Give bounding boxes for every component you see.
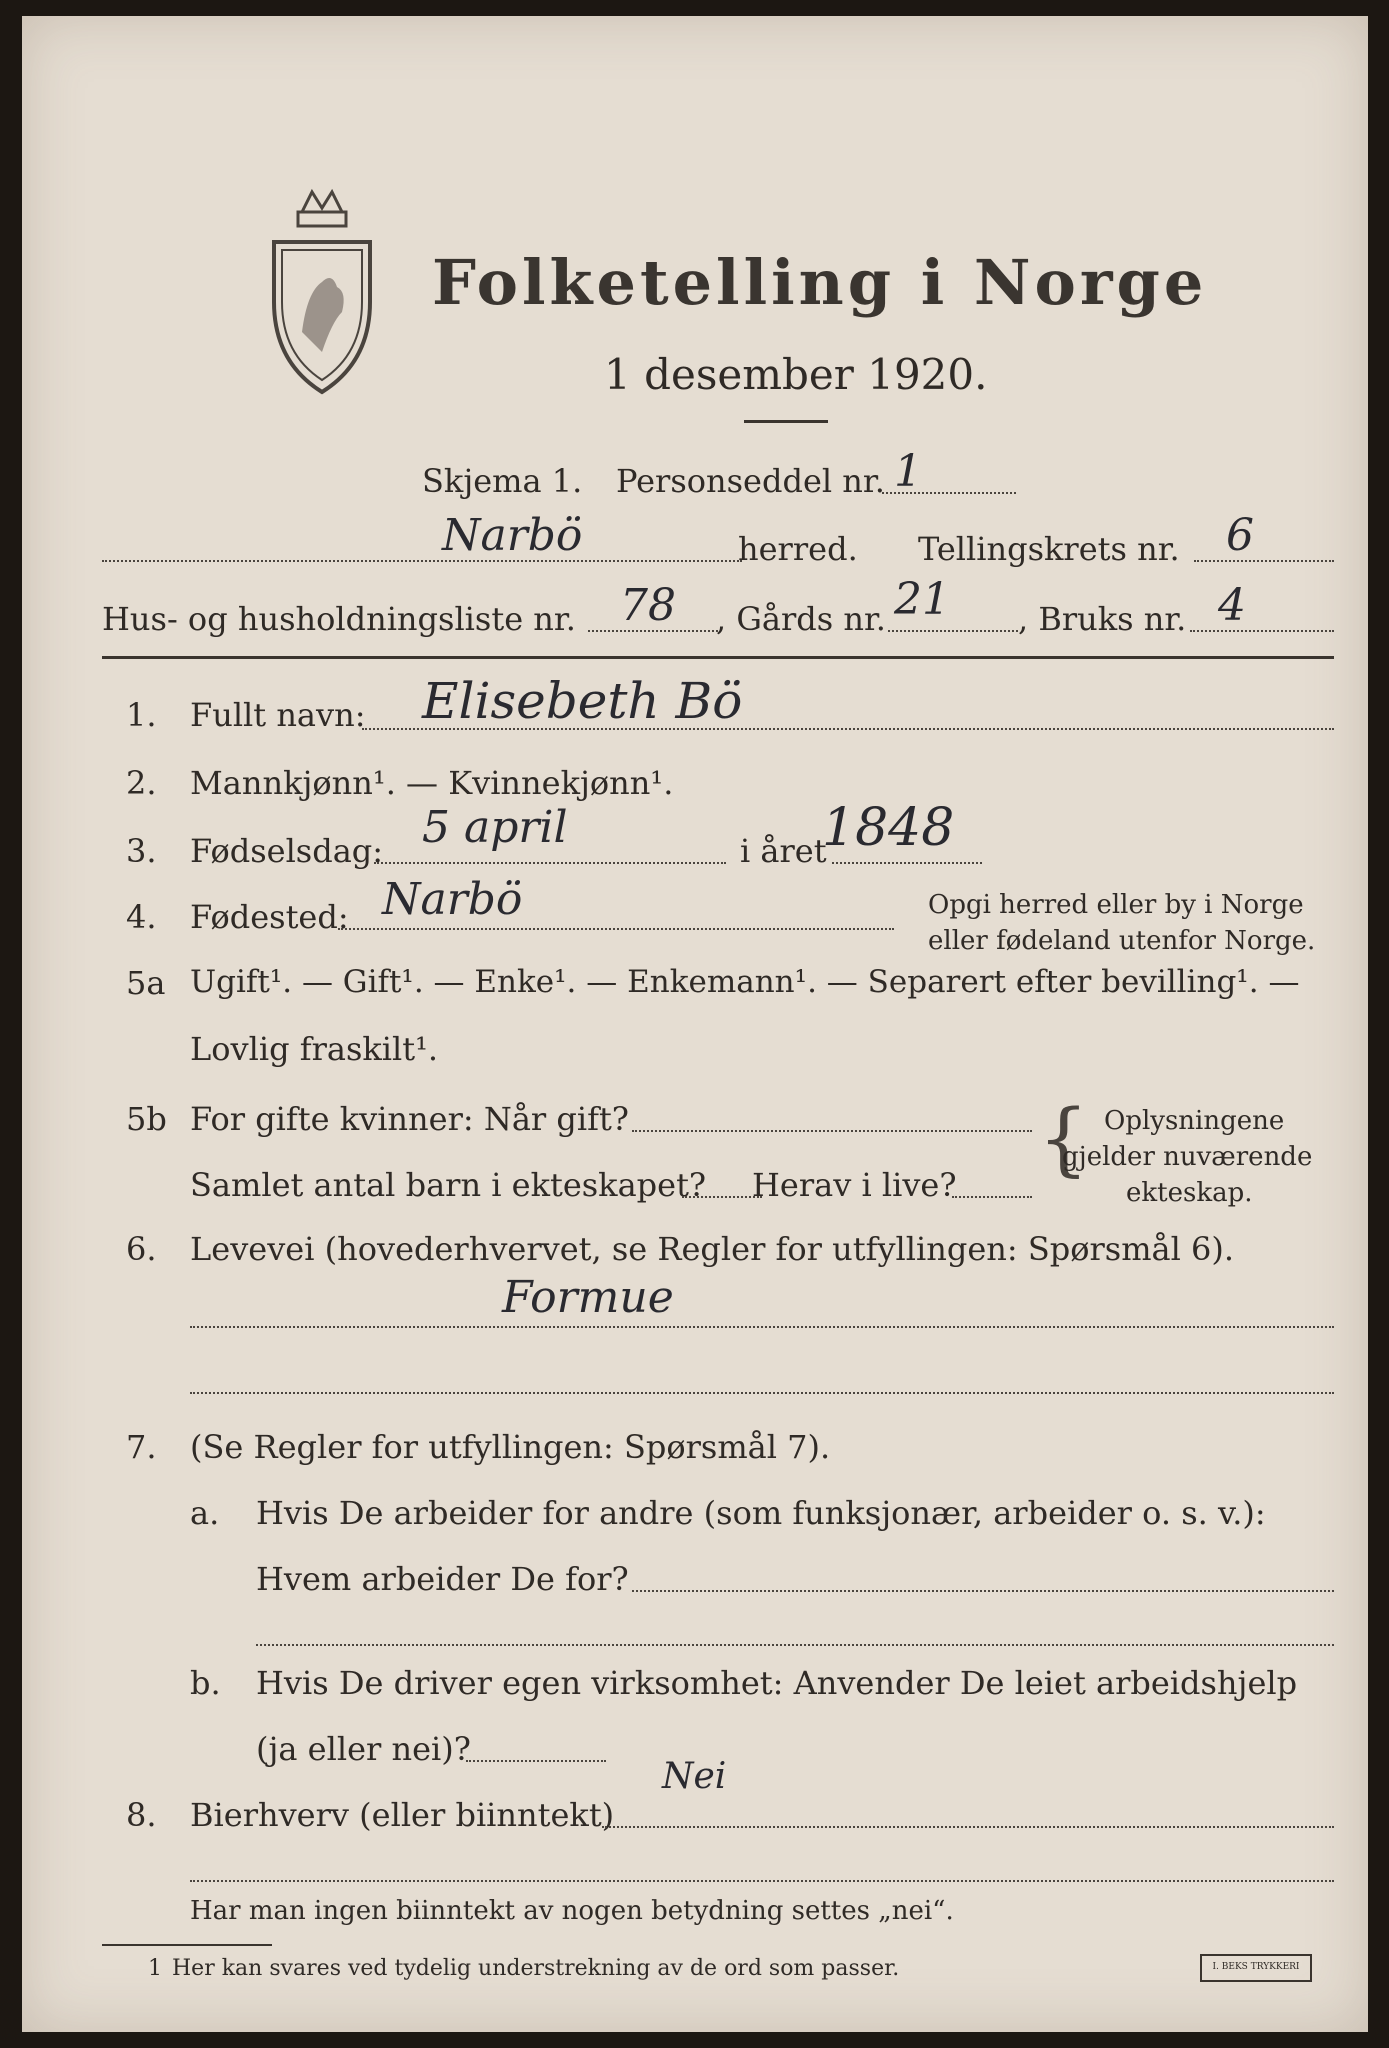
q5b-note-line2: gjelder nuværende	[1062, 1142, 1313, 1172]
q4-label: Fødested:	[190, 898, 349, 936]
q7a-label: Hvis De arbeider for andre (som funksjonær, arbeider o. s. v.):	[256, 1494, 1266, 1532]
q8-line1	[602, 1826, 1334, 1828]
gards-value: 21	[894, 574, 950, 625]
q3-label: Fødselsdag:	[190, 832, 384, 870]
hus-label: Hus- og husholdningsliste nr.	[102, 600, 576, 638]
q6-label: Levevei (hovederhvervet, se Regler for utfyllingen: Spørsmål 6).	[190, 1230, 1235, 1268]
form-date: 1 desember 1920.	[604, 350, 988, 399]
q5a-number: 5a	[126, 964, 166, 1002]
skjema-label: Skjema 1.	[422, 462, 583, 500]
q6-line1	[190, 1326, 1334, 1328]
q1-label: Fullt navn:	[190, 696, 366, 734]
q2-number: 2.	[126, 764, 157, 802]
gards-line	[888, 630, 1018, 632]
q7-label: (Se Regler for utfyllingen: Spørsmål 7).	[190, 1428, 831, 1466]
printer-text: I. BEKS TRYKKERI	[1212, 1962, 1300, 1972]
q5b-note-line3: ekteskap.	[1126, 1178, 1253, 1208]
q5b-line1	[632, 1130, 1032, 1132]
q5b-line2	[682, 1196, 762, 1198]
q3-number: 3.	[126, 832, 157, 870]
q5a-label2: Lovlig fraskilt¹.	[190, 1030, 439, 1068]
q1-value: Elisebeth Bö	[422, 672, 743, 730]
q7b-letter: b.	[190, 1664, 221, 1702]
herred-label: herred.	[738, 530, 858, 568]
title-divider	[744, 420, 828, 423]
hus-value: 78	[620, 580, 676, 631]
q1-number: 1.	[126, 696, 157, 734]
form-title: Folketelling i Norge	[432, 246, 1208, 319]
q5b-label2: Samlet antal barn i ekteskapet?	[190, 1166, 707, 1204]
q4-note-line2: eller fødeland utenfor Norge.	[928, 926, 1316, 956]
coat-of-arms-icon	[262, 182, 382, 402]
q3-year-label: i året	[740, 832, 827, 870]
q7a-letter: a.	[190, 1494, 220, 1532]
q7a-label2: Hvem arbeider De for?	[256, 1560, 629, 1598]
personseddel-label: Personseddel nr.	[616, 462, 885, 500]
tellingskrets-value: 6	[1226, 510, 1254, 561]
biinntekt-note: Har man ingen biinntekt av nogen betydning settes „nei“.	[190, 1896, 954, 1926]
q8-value: Nei	[662, 1756, 727, 1797]
personseddel-value: 1	[894, 446, 922, 497]
q8-line2	[190, 1880, 1334, 1882]
q3-year-value: 1848	[822, 798, 955, 858]
footnote-mark: 1	[148, 1956, 162, 1981]
footnote-rule	[102, 1944, 272, 1946]
q7-number: 7.	[126, 1428, 157, 1466]
bruks-value: 4	[1218, 580, 1246, 631]
q7b-line	[466, 1760, 606, 1762]
q5b-note-line1: Oplysningene	[1104, 1106, 1285, 1136]
q3-line	[374, 862, 726, 864]
q4-value: Narbö	[382, 874, 523, 925]
q5b-label3: Herav i live?	[752, 1166, 957, 1204]
q5a-label: Ugift¹. — Gift¹. — Enke¹. — Enkemann¹. — Separert efter bevilling¹. —	[190, 964, 1300, 1000]
q6-number: 6.	[126, 1230, 157, 1268]
tellingskrets-line	[1194, 560, 1334, 562]
q7b-label: Hvis De driver egen virksomhet: Anvender De leiet arbeidshjelp	[256, 1664, 1298, 1702]
census-form	[22, 16, 1368, 2032]
q7b-label2: (ja eller nei)?	[256, 1730, 471, 1768]
q5b-line3	[952, 1196, 1032, 1198]
q5b-number: 5b	[126, 1100, 167, 1138]
q3-year-line	[832, 862, 982, 864]
q7a-line2	[256, 1644, 1334, 1646]
q8-number: 8.	[126, 1796, 157, 1834]
header-divider	[102, 656, 1334, 659]
q4-line	[338, 928, 894, 930]
printer-stamp	[1200, 1954, 1312, 1982]
q7a-line1	[632, 1590, 1334, 1592]
q4-note-line1: Opgi herred eller by i Norge	[928, 890, 1304, 920]
q6-value: Formue	[502, 1272, 674, 1323]
tellingskrets-label: Tellingskrets nr.	[918, 530, 1180, 568]
gards-label: , Gårds nr.	[716, 600, 886, 638]
bruks-label: , Bruks nr.	[1018, 600, 1187, 638]
herred-value: Narbö	[442, 510, 583, 561]
q8-label: Bierhverv (eller biinntekt)	[190, 1796, 615, 1834]
q6-line2	[190, 1392, 1334, 1394]
footnote-text: Her kan svares ved tydelig understrekning av de ord som passer.	[172, 1956, 900, 1981]
q4-number: 4.	[126, 898, 157, 936]
q5b-label: For gifte kvinner: Når gift?	[190, 1100, 629, 1138]
bruks-line	[1190, 630, 1334, 632]
q3-value: 5 april	[422, 802, 568, 853]
herred-line	[102, 560, 742, 562]
q5b-brace: {	[1038, 1092, 1089, 1185]
q2-label: Mannkjønn¹. — Kvinnekjønn¹.	[190, 764, 674, 802]
